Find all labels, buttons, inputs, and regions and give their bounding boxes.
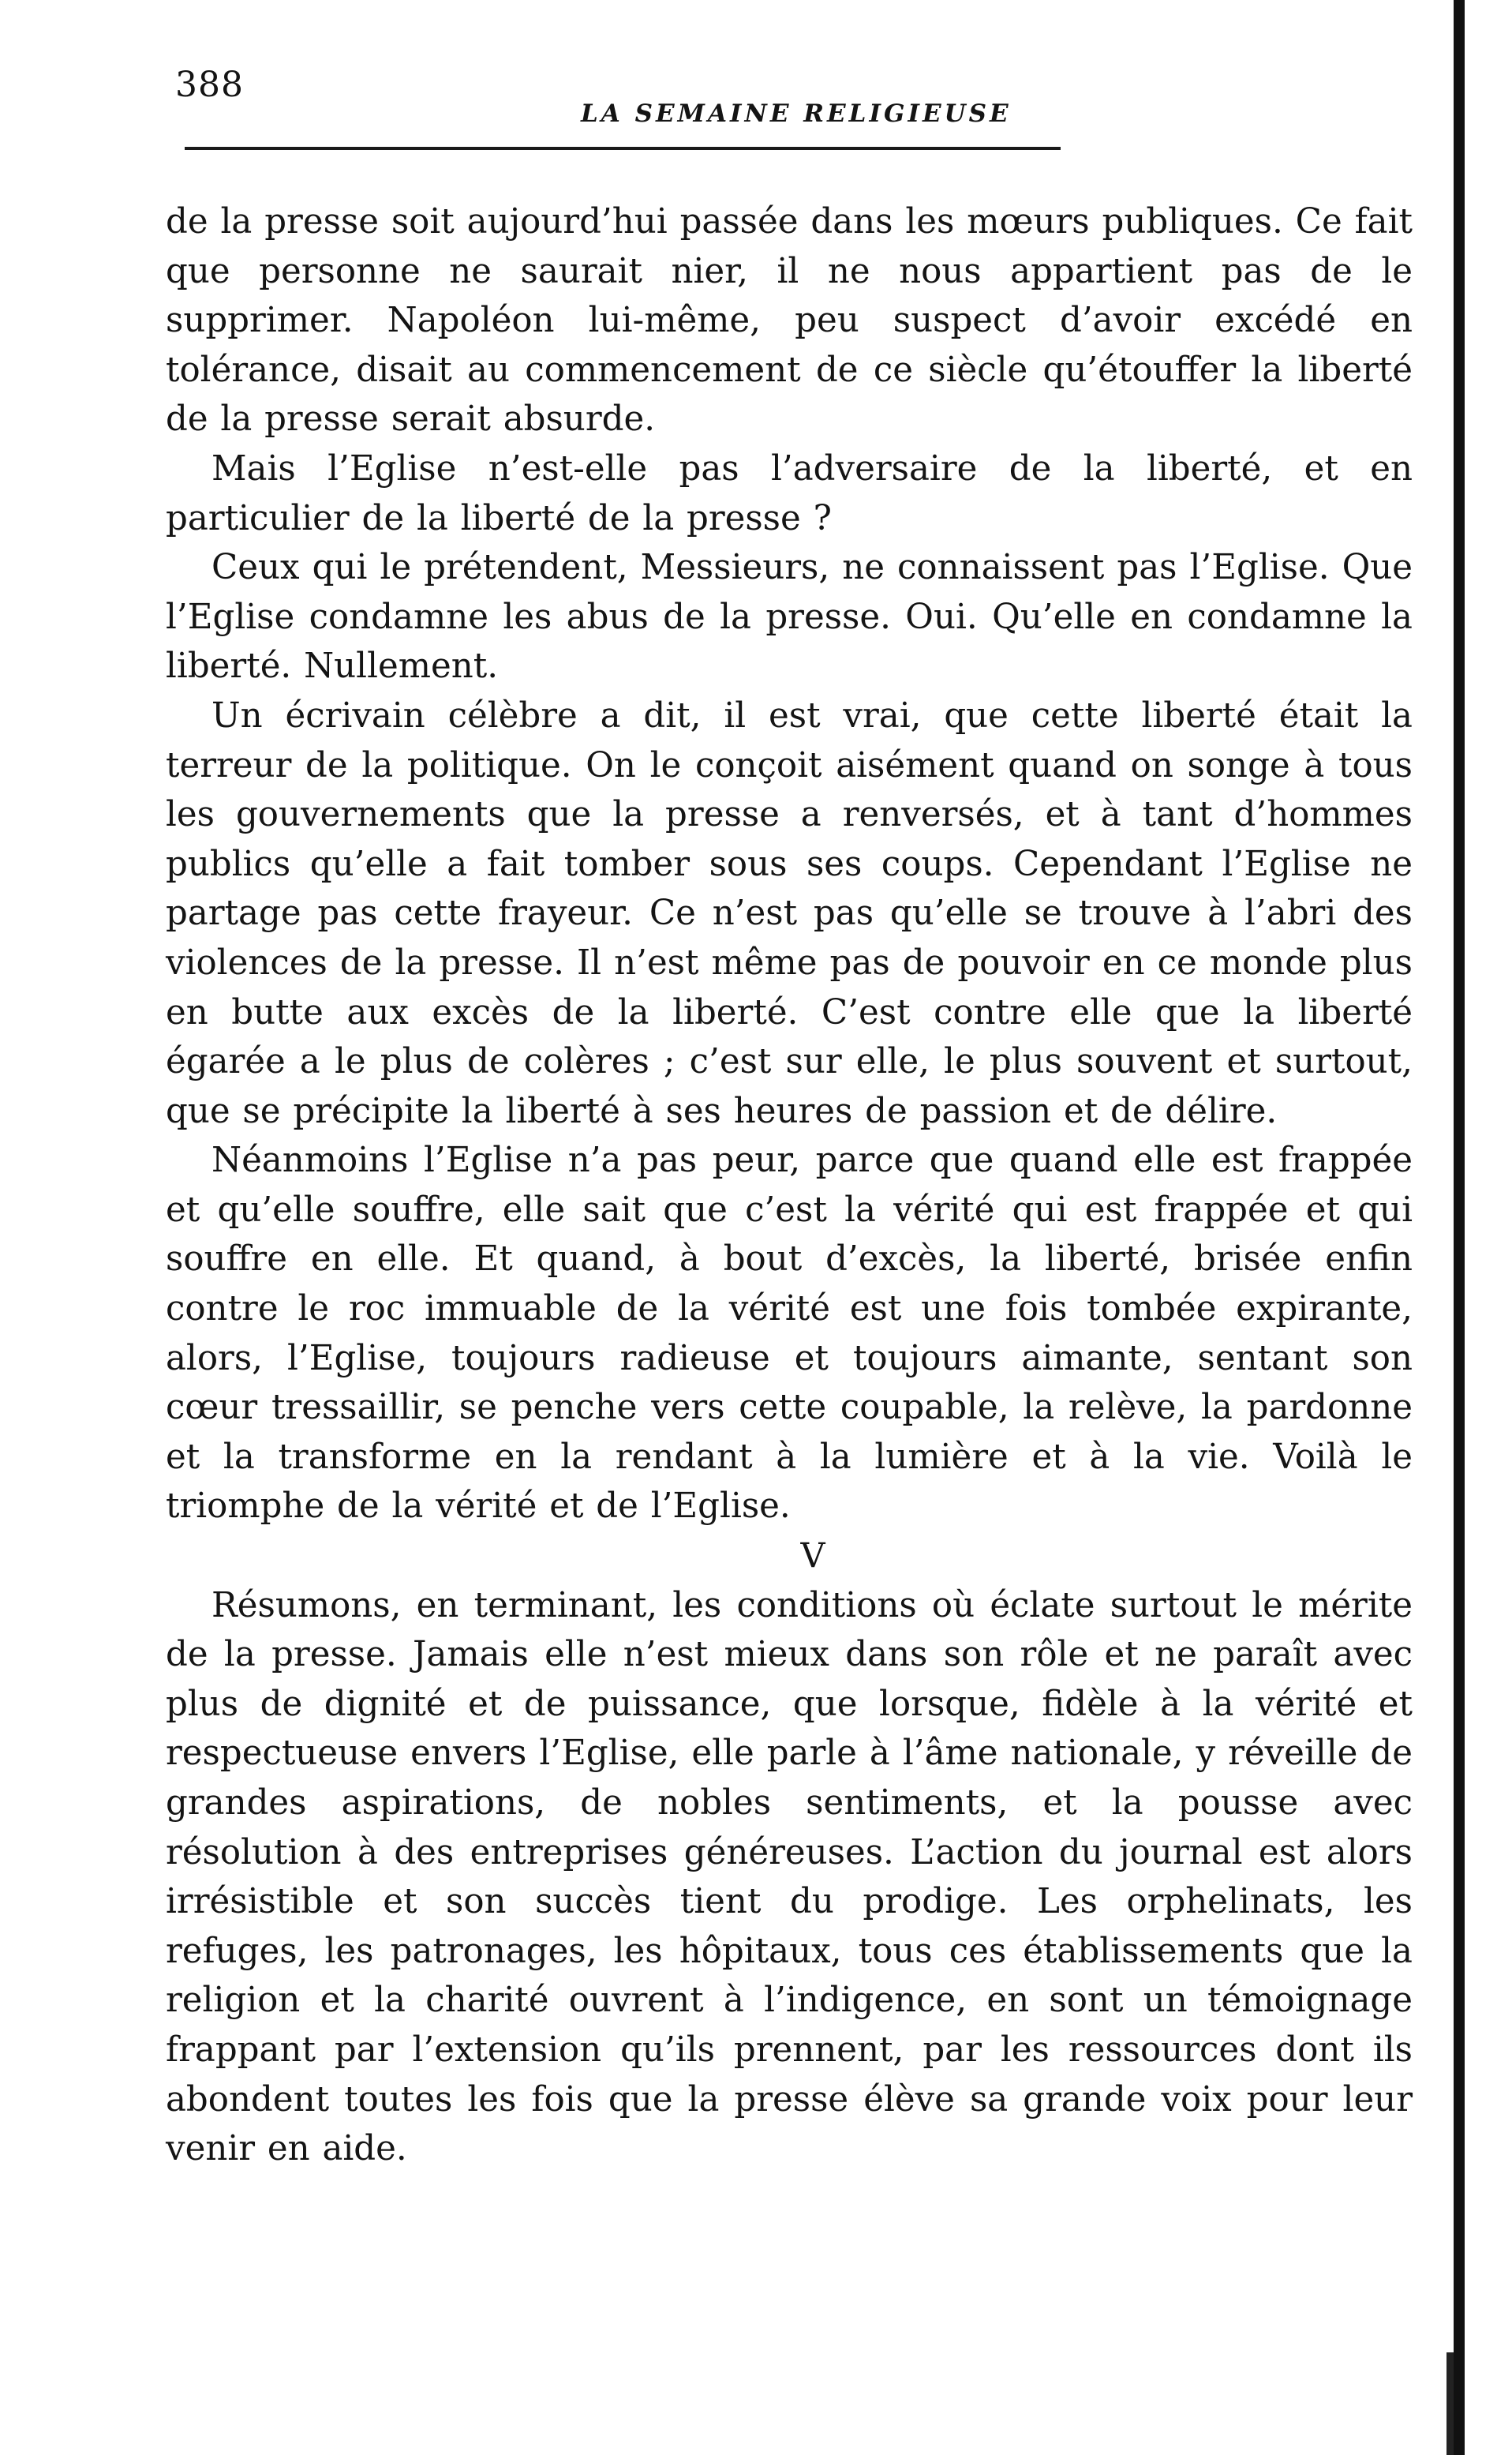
paragraph-5: Néanmoins l’Eglise n’a pas peur, parce que quand elle est frappée et qu’elle souffre, elle sait que c’est la vérité qui est frappée et qui souffre en elle. Et quand, à bout d’excès, la liberté, brisée enfin contre le roc immuable de la vérité est une fois tombée expirante, alors, l’Eglise, toujours radieuse et toujours aimante, sentant son cœur tressaillir, se penche vers cette coupable, la relève, la pardonne et la transforme en la rendant à la lumière et à la vie. Voilà le triomphe de la vérité et de l’Eglise. <box>166 1141 1413 1527</box>
paragraph-2: Mais l’Eglise n’est-elle pas l’adversaire de la liberté, et en particulier de la liberté de la presse ? <box>166 448 1413 538</box>
page-edge-shadow <box>1454 0 1465 2455</box>
paragraph-1: de la presse soit aujourd’hui passée dans les mœurs publiques. Ce fait que personne ne saurait nier, il ne nous appartient pas de le supprimer. Napoléon lui-même, peu suspect d’avoir excédé en tolérance, disait au commencement de ce siècle qu’étouffer la liberté de la presse serait absurde. <box>166 202 1413 440</box>
running-head: LA SEMAINE RELIGIEUSE <box>581 99 1012 128</box>
paragraph-6: Résumons, en terminant, les conditions où éclate surtout le mérite de la presse. Jamais elle n’est mieux dans son rôle et ne paraît avec plus de dignité et de puissance, que lorsque, fidèle à la vérité et respectueuse envers l’Eglise, elle parle à l’âme nationale, y réveille de grandes aspirations, de nobles sentiments, et la pousse avec résolution à des entreprises généreuses. L’action du journal est alors irrésistible et son succès tient du prodige. Les orphelinats, les refuges, les patronages, les hôpitaux, tous ces établissements que la religion et la charité ouvrent à l’indigence, en sont un témoignage frappant par l’extension qu’ils prennent, par les ressources dont ils abondent toutes les fois que la presse élève sa grande voix pour leur venir en aide. <box>166 1585 1413 2169</box>
paragraph-4: Un écrivain célèbre a dit, il est vrai, que cette liberté était la terreur de la politique. On le conçoit aisément quand on songe à tous les gouvernements que la presse a renversés, et à tant d’hommes publics qu’elle a fait tomber sous ses coups. Cependant l’Eglise ne partage pas cette frayeur. Ce n’est pas qu’elle se trouve à l’abri des violences de la presse. Il n’est même pas de pouvoir en ce monde plus en butte aux excès de la liberté. C’est contre elle que la liberté égarée a le plus de colères ; c’est sur elle, le plus souvent et surtout, que se précipite la liberté à ses heures de passion et de délire. <box>166 695 1413 1131</box>
page-number: 388 <box>175 65 244 105</box>
page-edge-shadow-lower <box>1447 2352 1454 2455</box>
paragraph-3: Ceux qui le prétendent, Messieurs, ne connaissent pas l’Eglise. Que l’Eglise condamne les abus de la presse. Oui. Qu’elle en condamne la liberté. Nullement. <box>166 548 1413 687</box>
body-text <box>166 197 1413 2174</box>
section-heading: V <box>800 1536 825 1576</box>
header-rule <box>185 147 1061 150</box>
